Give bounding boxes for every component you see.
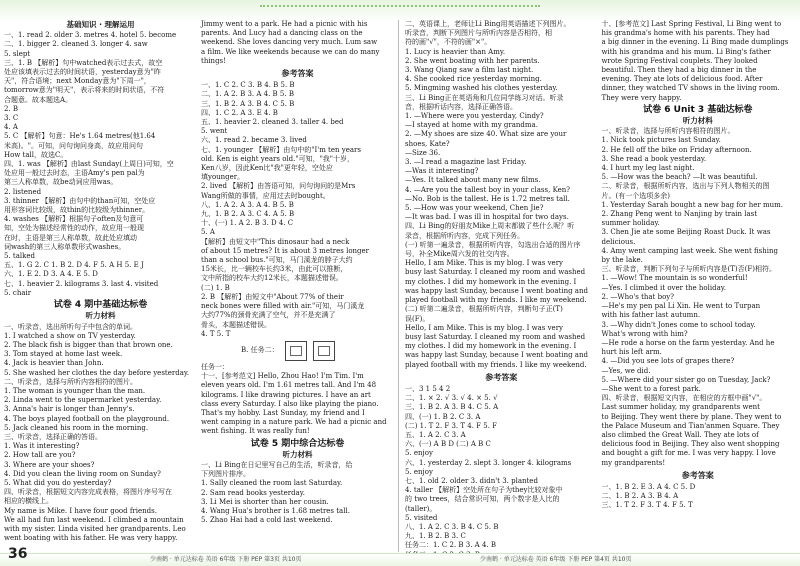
text-line: than a school bus."可知，马门溪龙的脖子大约 xyxy=(201,256,353,265)
text-line: (二) 听第二遍录音，根据所听内容，判断句子正(T) xyxy=(405,305,563,314)
right-page xyxy=(399,20,794,552)
text-line: 2. Sam read books yesterday. xyxy=(201,488,305,497)
text-line: 3. C xyxy=(4,114,19,123)
text-line: Last summer holiday, my grandparents went xyxy=(601,403,760,412)
text-line: Hello, I am Mike. This is my blog. I was very xyxy=(405,323,563,332)
text-line: 文中所指的校车大约12米长，本题描述错误。 xyxy=(201,274,343,283)
text-line: kilograms. I like drawing pictures. I have an art xyxy=(201,390,371,399)
text-line: also climbed the Great Wall. They ate lots of xyxy=(601,430,759,439)
text-line: 四、听录音，根据短文内容完成表格，将图片序号写在 xyxy=(4,488,172,497)
spread xyxy=(4,20,794,552)
text-line: the Palace Museum and Tian'anmen Square. They xyxy=(601,421,780,430)
text-line: eleven years old. I'm 1.61 metres tall. And I'm 48 xyxy=(201,381,377,390)
text-line: 三、1. B 2. A 3. B 4. C 5. A xyxy=(405,403,499,412)
text-line: with his grandma and his mum. Li Bing's father xyxy=(601,47,771,56)
text-line: 相应的横线上。 xyxy=(4,497,53,506)
text-line: —Yes. It talked about many new films. xyxy=(405,176,541,185)
text-line: with his father last autumn. xyxy=(601,311,701,320)
text-line: 骨头，本题描述错误。 xyxy=(201,320,271,329)
text-line: 填younger。 xyxy=(201,173,245,182)
footer-left: 少南鹤 · 单元达标卷 英语 6年级 下册 PEP 第3页 共10页 xyxy=(150,556,302,563)
text-line: 三、听录音，判断下列句子与所听内容是(T)否(F)相符。 xyxy=(601,265,776,274)
text-line: 用形容词比较级，故thin的比较级为thinner。 xyxy=(4,206,150,215)
text-line: 1. —Where were you yesterday, Cindy? xyxy=(405,112,544,121)
text-line: 的 two trees，结合常识可知，两个数字是人比的 xyxy=(405,495,560,504)
text-line: 2. The black fish is bigger than that brown one. xyxy=(4,340,173,349)
text-line: and bought a gift for me. I was very happy. I love xyxy=(601,449,776,458)
text-line: —Size 36. xyxy=(405,148,441,157)
text-line: —He rode a horse on the farm yesterday. And he xyxy=(601,338,775,347)
text-line: 四、1. was 【解析】由last Sunday(上周日)可知，空 xyxy=(4,160,174,169)
picture-box-1 xyxy=(285,341,307,361)
text-line: How tall，故选C。 xyxy=(4,150,68,159)
text-line: 号，补全Mike周六发的社交内容。 xyxy=(405,250,514,259)
text-line: 六、1. E 2. D 3. A 4. E 5. D xyxy=(4,270,98,279)
text-line: 4. —Are you the tallest boy in your class, Ken? xyxy=(405,185,571,194)
text-line: shoes, Kate? xyxy=(405,139,450,148)
text-line: (一) 听第一遍录音，根据所听内容，勾选出合适的图片序 xyxy=(405,240,581,249)
text-line: 1. Yesterday Sarah bought a new bag for her mum. xyxy=(601,200,783,209)
text-line: 5. talked xyxy=(4,252,35,261)
text-line: —I stayed at home with my grandma. xyxy=(405,121,538,130)
text-line: Hello, I am Mike. This is my blog. I was very xyxy=(405,259,563,268)
text-line: 2. —Who's that boy? xyxy=(601,292,674,301)
text-line: 四、(一) 1. B 2. C 3. A xyxy=(405,412,481,421)
text-line: 4. Did you clean the living room on Sunday? xyxy=(4,469,161,478)
text-line: 5. —How was your weekend, Chen Jie? xyxy=(405,204,544,213)
text-line: That's my hobby. Last Sunday, my friend and I xyxy=(201,408,365,417)
text-line: Ken八岁，因此Ken比"我"更年轻，空处应 xyxy=(201,164,333,173)
text-line: 音，根据听话内容，选择正确答语。 xyxy=(405,102,517,111)
text-line: 十、[参考范文] Last Spring Festival, Li Bing went to xyxy=(601,20,782,28)
page-number: 36 xyxy=(8,546,28,562)
text-line: 3. Anna's hair is longer than Jenny's. xyxy=(4,405,135,414)
col4-block-b xyxy=(602,127,795,468)
text-line: beautiful. Then they had a big dinner in the xyxy=(601,66,757,75)
text-line: —No. Bob is the tallest. He is 1.72 metres tall. xyxy=(405,194,570,203)
text-line: 5. What did you do yesterday? xyxy=(4,478,112,487)
text-line: by the lake. xyxy=(601,256,643,265)
text-line: 一、1. C 2. C 3. B 4. B 5. B xyxy=(201,81,295,90)
footer-right: 少南鹤 · 单元达标卷 英语 6年级 下册 PEP 第4页 共10页 xyxy=(480,556,632,563)
text-line: went boating with his father. He was very happy. xyxy=(4,534,178,543)
text-line: 处应该填表示过去的时间状语，yesterday意为"昨 xyxy=(4,68,161,77)
col3-block-a xyxy=(405,20,598,370)
text-line: 二、英语课上，老师让Li Bing用英语描述下列图片。 xyxy=(405,20,571,28)
text-line: 二、1. B 2. A 3. B 4. A xyxy=(601,492,679,501)
text-line: delicious. xyxy=(601,237,636,246)
text-line: 2. He fell off the bike on Friday afternoon. xyxy=(601,145,752,154)
text-line: 4. T 5. T xyxy=(201,329,231,338)
text-line: 四、Li Bing的好朋友Mike上周末都做了些什么呢？听 xyxy=(405,222,575,231)
text-line: weekend. She loves dancing very much. Lum saw xyxy=(201,38,378,47)
column-4 xyxy=(602,20,795,552)
text-line: 2. How tall are you? xyxy=(4,451,76,460)
text-line: 第三人称单数，故be动词应用was。 xyxy=(4,178,118,187)
text-line: 七、1. heavier 2. kilograms 3. last 4. visited xyxy=(4,279,159,288)
text-line: 六、1. read 2. became 3. lived xyxy=(201,136,307,145)
text-line: 四、听录音，根据短文内容，在相应的方框中画"√"。 xyxy=(601,394,767,403)
text-line: —He's my pen pal Li Xin. He went to Turpan xyxy=(601,302,761,311)
text-line: played football with my friends. I like my weekend. xyxy=(405,296,587,305)
text-line: 5. Jack cleaned his room in the morning. xyxy=(4,423,149,432)
text-line: 3. —Why didn't Jones come to school today. xyxy=(601,320,756,329)
text-line: They were very happy. xyxy=(601,93,682,102)
col1-block-a xyxy=(4,31,197,298)
text-line: 3. Wang Qiang saw a film last night. xyxy=(405,66,534,75)
text-line: 一、Li Bing在日记里写自己的生活，听录音，给 xyxy=(201,460,353,469)
text-line: 4. The boys played football on the playground. xyxy=(4,414,170,423)
header-squiggle xyxy=(260,5,540,17)
left-page xyxy=(4,20,399,552)
text-line: old. Ken is eight years old."可知，"我"十岁， xyxy=(201,154,355,163)
text-line: 1. Sally cleaned the room last Saturday. xyxy=(201,479,343,488)
text-line: 一、1. read 2. older 3. metres 4. hotel 5. become xyxy=(4,31,177,40)
text-line: 九、1. B 2. B 3. C xyxy=(405,532,466,541)
text-line: 在时，主语是第三人称单数，故此处应填动 xyxy=(4,233,137,242)
listening-material-title-2: 听力材料 xyxy=(282,449,313,459)
col3-block-b xyxy=(405,385,598,560)
text-line: 误(F)。 xyxy=(405,314,430,323)
text-line: 1. Nick took pictures last Sunday. xyxy=(601,136,721,145)
text-line: tomorrow意为"明天"，表示将来的时间状语，不符 xyxy=(4,86,165,95)
text-line: —She went to a forest park. xyxy=(601,384,701,393)
text-line: 二、1. A 2. B 3. A 4. B 5. B xyxy=(201,90,294,99)
text-line: 【解析】由短文中"This dinosaur had a neck xyxy=(201,237,350,246)
text-line: was happy last Sunday, because I went boating and xyxy=(405,351,588,360)
section-title-basic: 基础知识 · 理解运用 xyxy=(66,20,135,29)
section-title-test5: 试卷 5 期中综合达标卷 xyxy=(250,438,345,449)
answer-key-title: 参考答案 xyxy=(281,69,314,79)
text-line: 八、1. A 2. A 3. A 4. B 5. B xyxy=(201,200,294,209)
answer-key-title-3: 参考答案 xyxy=(681,470,714,480)
header-decoration xyxy=(0,0,800,22)
listening-material-title-3: 听力材料 xyxy=(682,116,713,126)
text-line: 5. went xyxy=(201,127,228,136)
text-line: 合题意。故本题选A。 xyxy=(4,95,73,104)
column-2 xyxy=(201,20,394,552)
text-line: 5. —Where did your sister go on Tuesday, Jack? xyxy=(601,375,771,384)
text-line: —It was bad. I was ill in hospital for two days. xyxy=(405,213,569,222)
text-line: hurt his left arm. xyxy=(601,348,662,357)
footer-decoration xyxy=(0,553,800,566)
text-line: 听录音，判断下列图片与所听内容是否相符，相 xyxy=(405,29,552,38)
text-line: busy last Saturday. I cleaned my room and washed xyxy=(405,268,586,277)
listening-material-title: 听力材料 xyxy=(85,311,116,321)
text-line: 录音，根据所听内容，完成下列任务。 xyxy=(405,231,524,240)
text-line: a film. We like weekends because we can do many xyxy=(201,47,380,56)
text-line: 5. A xyxy=(201,228,215,237)
text-line: 3. Tom stayed at home last week. xyxy=(4,350,123,359)
text-line: played football with my friends. I like my weekend. xyxy=(405,360,587,369)
text-line: 2. B xyxy=(4,104,19,113)
text-line: 5. Zhao Hai had a cold last weekend. xyxy=(201,516,333,525)
text-line: 八、1. A 2. C 3. B 4. C 5. B xyxy=(405,522,499,531)
text-line: 4. Jack is heavier than John. xyxy=(4,359,104,368)
text-line: 米高)。"。可知，问句询问身高，故应用问句 xyxy=(4,141,143,150)
text-line: went camping in a nature park. We had a picnic and xyxy=(201,418,387,427)
col4-block-a xyxy=(602,20,795,103)
text-line: parents. And Lucy had a dancing class on the xyxy=(201,29,363,38)
text-line: my grandparents! xyxy=(601,458,666,467)
text-line: 4. Wang Hua's brother is 1.68 metres tall. xyxy=(201,506,350,515)
text-line: 三、1. B 【解析】句中watched表示过去式，故空 xyxy=(4,58,163,67)
text-line: 3. Where are your shoes? xyxy=(4,460,95,469)
text-line: 5. slept xyxy=(4,49,31,58)
text-line: class every Saturday. I also like playing the piano. xyxy=(201,399,379,408)
picture-box-2 xyxy=(313,341,335,361)
text-line: 二、1. × 2. √ 3. √ 4. × 5. √ xyxy=(405,394,498,403)
text-line: of about 15 metres? It is about 3 metres longer xyxy=(201,246,370,255)
text-line: 任务二：1. C 2. B 3. A 4. B xyxy=(405,541,496,550)
text-line: 2. B 【解析】由短文中"About 77% of their xyxy=(201,292,344,301)
column-3 xyxy=(405,20,598,552)
text-line: to Beijing. They went there by plane. They went to xyxy=(601,412,782,421)
text-line: 5. C 【解析】句意：He's 1.64 metres(他1.64 xyxy=(4,132,156,141)
col2-block-c xyxy=(201,372,394,436)
text-line: 一、3 1 5 4 2 xyxy=(405,384,451,393)
text-line: 三、1. T 2. F 3. T 4. F 5. T xyxy=(601,501,693,510)
text-line: 1. Was it interesting? xyxy=(4,442,80,451)
text-line: 三、听录音，选择正确的答语。 xyxy=(4,432,102,441)
text-line: (二) 1. B xyxy=(201,283,230,292)
text-line: was happy last Sunday, because I went boating and xyxy=(405,286,588,295)
text-line: dinner, they watched TV shows in the living room. xyxy=(601,84,780,93)
text-line: 符的画"√"，不符的画"×"。 xyxy=(405,38,492,47)
text-line: —Yes. I climbed it over the holiday. xyxy=(601,283,727,292)
text-line: (taller)。 xyxy=(405,504,437,513)
text-line: 六、(一) A B D (二) A B C xyxy=(405,440,491,449)
text-line: 5. Mingming washed his clothes yesterday. xyxy=(405,84,558,93)
task-line: 任务一： xyxy=(201,362,229,371)
text-line: 1. Lucy is heavier than Amy. xyxy=(405,47,506,56)
text-line: 5. She washed her clothes the day before yesterday. xyxy=(4,368,190,377)
text-line: 知，空处为描述经常性的动作，故应用一般现 xyxy=(4,224,144,233)
text-line: 七、1. younger 【解析】由句中的"I'm ten years xyxy=(201,145,361,154)
text-line: 1. —Wow! The mountain is so wonderful! xyxy=(601,274,748,283)
text-line: 5. chair xyxy=(4,288,32,297)
text-line: busy last Saturday. I cleaned my room and washed xyxy=(405,332,586,341)
text-line: 4. I hurt my leg last night. xyxy=(601,164,695,173)
text-line: 五、1. G 2. C 1. B 2. D 4. F 5. A H 5. E J xyxy=(4,261,144,270)
text-line: 15米长，比一辆校车长约3米，由此可以推断， xyxy=(201,265,348,274)
text-line: 2. She went boating with her parents. xyxy=(405,56,540,65)
text-line: 七、1. old 2. older 3. didn't 3. planted xyxy=(405,476,538,485)
text-line: went fishing. It was really fun! xyxy=(201,427,310,436)
text-line: 六、1. yesterday 2. slept 3. longer 4. kilograms xyxy=(405,458,572,467)
text-line: with my sister. Linda visited her grandparents. Leo xyxy=(4,524,186,533)
text-line: 五、1. A 2. C 3. A xyxy=(405,430,466,439)
text-line: 十、(一) 1. A 2. B 3. D 4. C xyxy=(201,219,294,228)
text-line: 下列图片排序。 xyxy=(201,470,250,479)
text-line: summer holiday. xyxy=(601,219,660,228)
text-line: 4. taller 【解析】空处所在句子为they比较对象中 xyxy=(405,486,563,495)
col2-block-b xyxy=(201,81,394,339)
section-title-test6: 试卷 6 Unit 3 基础达标卷 xyxy=(643,104,753,115)
text-line: 2. lived 【解析】由答语可知，问句询问的是Mrs xyxy=(201,182,356,191)
text-line: 4. washes 【解析】根据句子often及句意可 xyxy=(4,215,144,224)
text-line: 3. —I read a magazine last Friday. xyxy=(405,158,527,167)
text-line: my clothes. I did my homework in the evening. I xyxy=(405,342,577,351)
text-line: We all had fun last weekend. I climbed a mountain xyxy=(4,515,184,524)
answer-picture xyxy=(241,341,335,361)
text-line: 天"，符合语境；next Monday意为"下周一"， xyxy=(4,77,151,86)
text-line: 2. —My shoes are size 40. What size are your xyxy=(405,130,567,139)
col2-block-a xyxy=(201,20,394,66)
text-line: 九、1. B 2. A 3. C 4. A 5. B xyxy=(201,210,295,219)
col1-block-b xyxy=(4,323,197,544)
text-line: 5. enjoy xyxy=(405,449,433,458)
text-line: 3. Li Mei is shorter than her cousin. xyxy=(201,497,329,506)
text-line: Wang所做的事情，应用过去时bought。 xyxy=(201,191,330,200)
text-line: 一、听录音，选出所听句子中包含的单词。 xyxy=(4,322,137,331)
text-line: 3. thinner 【解析】由句中的than可知，空处应 xyxy=(4,196,156,205)
text-line: 2. listened xyxy=(4,187,42,196)
text-line: 二、1. bigger 2. cleaned 3. longer 4. saw xyxy=(4,40,148,49)
text-line: 十一、[参考范文] Hello, Zhou Hao! I'm Tim. I'm xyxy=(201,372,364,381)
text-line: 2. Linda went to the supermarket yesterday. xyxy=(4,396,162,405)
text-line: delicious food in Beijing. They also went shopping xyxy=(601,440,780,449)
section-title-test4: 试卷 4 期中基础达标卷 xyxy=(53,300,148,311)
text-line: Jimmy went to a park. He had a picnic with his xyxy=(201,20,368,28)
text-line: neck bones were filled with air."可知，马门溪龙 xyxy=(201,302,365,311)
text-line: 一、1. B 2. E 3. A 4. C 5. D xyxy=(601,482,696,491)
text-line: 片。(有一个选项多余) xyxy=(601,191,670,200)
text-line: 3. Chen Jie ate some Beijing Roast Duck. It was xyxy=(601,228,771,237)
col4-block-c xyxy=(602,483,795,511)
col2-block-d xyxy=(201,461,394,525)
picture-label: B. 任务二： xyxy=(241,346,279,355)
answer-key-title-2: 参考答案 xyxy=(485,372,518,382)
text-line: —Yes, we did. xyxy=(601,366,651,375)
text-line: 四、1. C 2. A 3. E 4. B xyxy=(201,108,278,117)
text-line: What's wrong with him? xyxy=(601,329,688,338)
text-line: My name is Mike. I have four good friends. xyxy=(4,506,157,515)
text-line: 4. —Did you see lots of grapes there? xyxy=(601,357,735,366)
text-line: 二、听录音，根据所听内容，选出与下列人物相关的图 xyxy=(601,182,770,191)
text-line: my clothes. I did my homework in the evening. I xyxy=(405,277,577,286)
text-line: 二、听录音，选择与所听内容相符的图片。 xyxy=(4,377,137,386)
text-line: 5. visited xyxy=(405,513,438,522)
text-line: 大约77%的颈骨充满了空气，并不是充满了 xyxy=(201,311,336,320)
text-line: things! xyxy=(201,56,226,65)
text-line: 4. She cooked rice yesterday morning. xyxy=(405,75,542,84)
text-line: 三、Li Bing正在英语角和几位同学练习对话。听录 xyxy=(405,93,564,102)
text-line: 4. Amy went camping last week. She went fishing xyxy=(601,246,778,255)
text-line: 词wash的第三人称单数形式washes。 xyxy=(4,242,126,251)
text-line: 2. Zhang Peng went to Nanjing by train last xyxy=(601,210,758,219)
text-line: 1. I watched a show on TV yesterday. xyxy=(4,331,136,340)
text-line: 4. A xyxy=(4,123,18,132)
text-line: 1. The woman is younger than the man. xyxy=(4,386,146,395)
text-line: his grandma's home with his parents. They had xyxy=(601,29,770,38)
text-line: 三、1. B 2. A 3. B 4. C 5. B xyxy=(201,99,295,108)
text-line: 五、1. heavier 2. cleaned 3. taller 4. bed xyxy=(201,118,344,127)
text-line: wrote Spring Festival couplets. They looked xyxy=(601,56,758,65)
text-line: 5. enjoy xyxy=(405,467,433,476)
text-line: 3. She read a book yesterday. xyxy=(601,154,707,163)
text-line: —Was it interesting? xyxy=(405,167,479,176)
text-line: 一、听录音，选择与所听内容相符的图片。 xyxy=(601,127,735,136)
text-line: evening. They ate lots of delicious food. After xyxy=(601,75,763,84)
text-line: 处应用一般过去时态，主语Amy's pen pal为 xyxy=(4,169,145,178)
text-line: 5. —How was the beach? —It was beautiful. xyxy=(601,173,758,182)
text-line: (二) 1. T 2. F 3. T 4. F 5. F xyxy=(405,421,498,430)
column-1 xyxy=(4,20,197,552)
text-line: a big dinner in the evening. Li Bing made dumplings xyxy=(601,38,789,47)
